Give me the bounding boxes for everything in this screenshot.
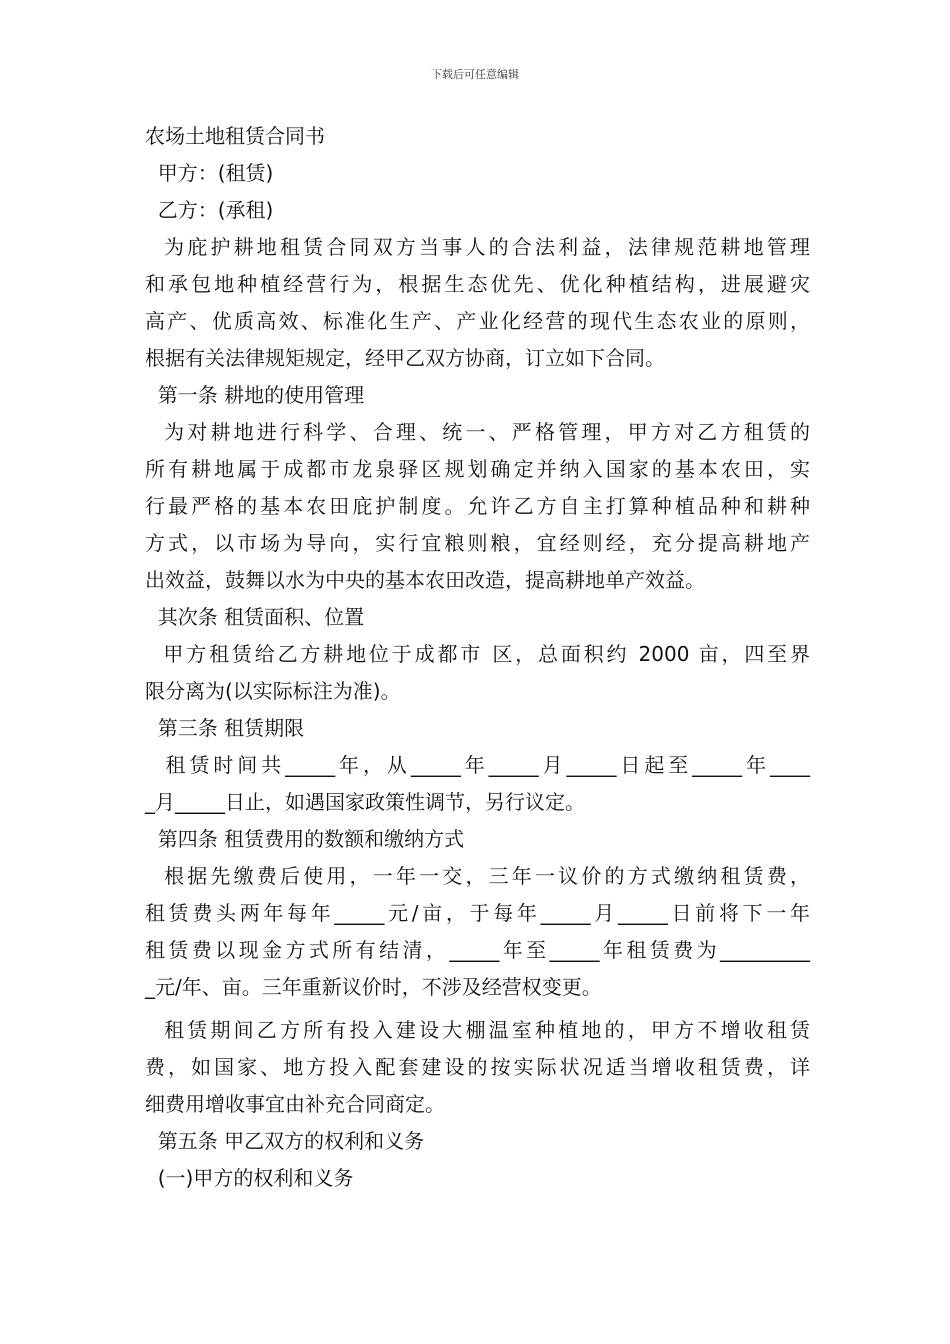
text-line: 费，如国家、地方投入配套建设的按实际状况适当增收租赁费，详: [145, 1055, 810, 1079]
contract-title: 农场土地租赁合同书: [145, 124, 325, 148]
sub-heading: (一)甲方的权利和义务: [145, 1166, 354, 1190]
text-line: 所有耕地属于成都市龙泉驿区规划确定并纳入国家的基本农田，实: [145, 457, 810, 481]
text-line: 甲方租赁给乙方耕地位于成都市 区，总面积约 2000 亩，四至界: [145, 642, 810, 666]
text-line: 根据有关法律规矩规定，经甲乙双方协商，订立如下合同。: [145, 346, 665, 370]
text-line: 方式，以市场为导向，实行宜粮则粮，宜经则经，充分提高耕地产: [145, 531, 810, 555]
article-heading: 第三条 租赁期限: [145, 716, 305, 740]
text-line: 租赁费头两年每年_____元/亩，于每年_____月_____日前将下一年: [145, 901, 810, 925]
party-a-line: 甲方：(租赁): [145, 161, 274, 185]
article-heading: 第四条 租赁费用的数额和缴纳方式: [145, 827, 465, 851]
article-heading: 第一条 耕地的使用管理: [145, 383, 365, 407]
text-line: 细费用增收事宜由补充合同商定。: [145, 1092, 445, 1116]
text-line: 租赁时间共_____年，从_____年_____月_____日起至_____年____: [145, 753, 810, 777]
article-heading: 第五条 甲乙双方的权利和义务: [145, 1129, 425, 1153]
text-line: _元/年、亩。三年重新议价时，不涉及经营权变更。: [145, 975, 602, 999]
text-line: _月_____日止，如遇国家政策性调节，另行议定。: [145, 790, 585, 814]
text-line: 限分离为(以实际标注为准)。: [145, 679, 401, 703]
article-heading: 其次条 租赁面积、位置: [145, 605, 365, 629]
text-line: 租赁费以现金方式所有结清，_____年至_____年租赁费为_________: [145, 938, 810, 962]
text-line: 和承包地种植经营行为，根据生态优先、优化种植结构，进展避灾: [145, 272, 810, 296]
text-line: 为对耕地进行科学、合理、统一、严格管理，甲方对乙方租赁的: [145, 420, 810, 444]
text-line: 出效益，鼓舞以水为中央的基本农田改造，提高耕地单产效益。: [145, 568, 705, 592]
page-header: 下载后可任意编辑: [431, 68, 519, 81]
text-line: 为庇护耕地租赁合同双方当事人的合法利益，法律规范耕地管理: [145, 235, 810, 259]
text-line: 高产、优质高效、标准化生产、产业化经营的现代生态农业的原则，: [145, 309, 810, 333]
text-line: 租赁期间乙方所有投入建设大棚温室种植地的，甲方不增收租赁: [145, 1018, 810, 1042]
text-line: 行最严格的基本农田庇护制度。允许乙方自主打算种植品种和耕种: [145, 494, 810, 518]
text-line: 根据先缴费后使用，一年一交，三年一议价的方式缴纳租赁费，: [145, 864, 810, 888]
party-b-line: 乙方：(承租): [145, 198, 274, 222]
